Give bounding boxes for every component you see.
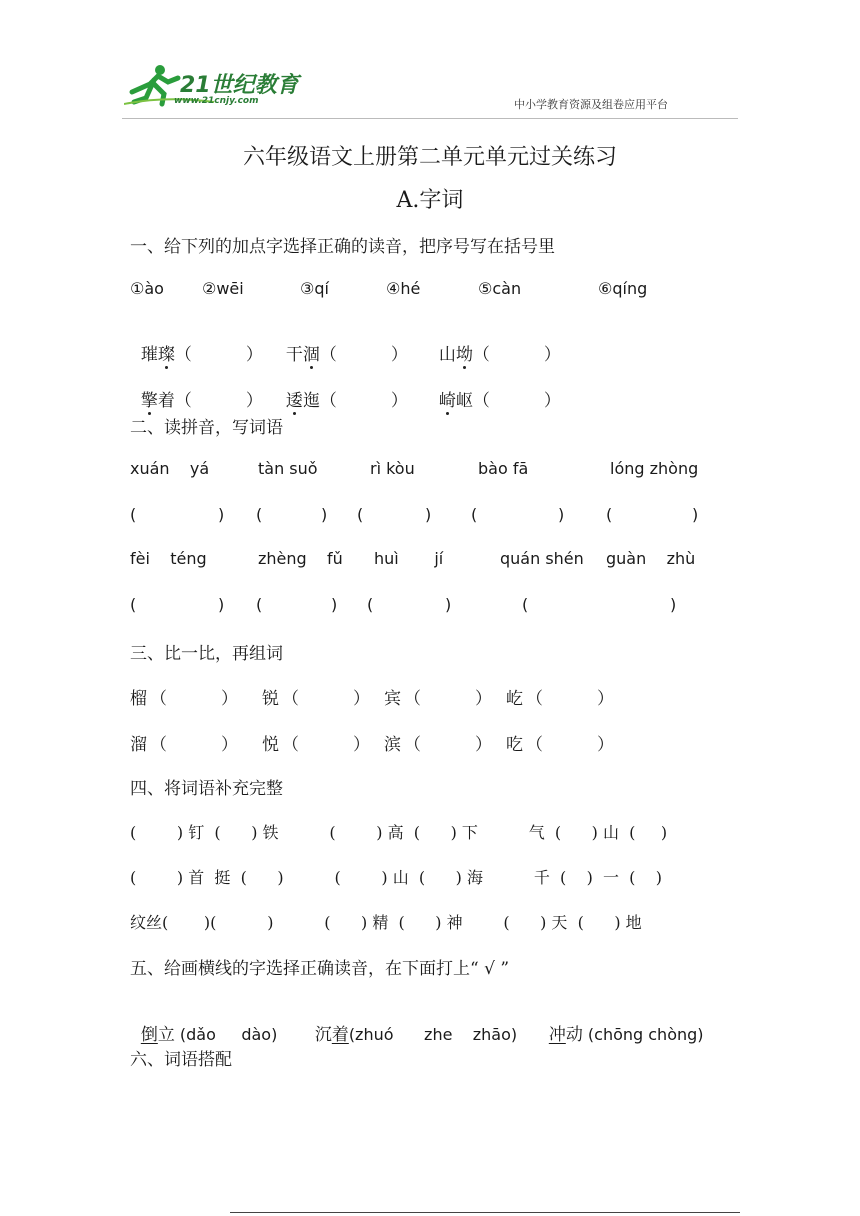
answer-blank: （ ） xyxy=(282,735,371,755)
option: ⑥qíng xyxy=(598,279,648,298)
paren-open: ( xyxy=(606,505,613,524)
pinyin-choices: (dǎo dào) xyxy=(174,1025,278,1044)
paren-open: ( xyxy=(256,595,263,614)
answer-blank: （ ） xyxy=(319,345,408,365)
platform-name: 中小学教育资源及组卷应用平台 xyxy=(514,98,668,111)
compare-char: 宾 xyxy=(384,689,401,709)
compare-char: 榴 xyxy=(130,689,147,709)
paren-close: ) xyxy=(321,505,328,524)
option: ④hé xyxy=(386,279,421,298)
paren-open: ( xyxy=(130,595,137,614)
section-4-heading: 四、将词语补充完整 xyxy=(130,779,283,799)
compare-char: 滨 xyxy=(384,735,401,755)
word-text: 山 xyxy=(438,345,456,365)
compare-char: 屹 xyxy=(506,689,523,709)
dotted-char: 璨 xyxy=(158,340,175,365)
underlined-char: 冲 xyxy=(548,1025,566,1045)
paren-close: ) xyxy=(692,505,699,524)
answer-blank: （ ） xyxy=(526,689,615,709)
logo-url: www.21cnjy.com xyxy=(174,96,259,106)
answer-blank: （ ） xyxy=(404,735,493,755)
option: ⑤càn xyxy=(478,279,522,298)
section-1-row-2-item-2 xyxy=(275,366,408,411)
option: ②wēi xyxy=(202,279,244,298)
pinyin-word: guàn zhù xyxy=(606,549,696,568)
answer-blank: （ ） xyxy=(174,391,263,411)
answer-blank: （ ） xyxy=(150,735,239,755)
answer-blank: （ ） xyxy=(526,735,615,755)
answer-blank: （ ） xyxy=(472,391,561,411)
paren-open: ( xyxy=(130,505,137,524)
pinyin-word: xuán yá xyxy=(130,459,210,478)
word-text: 着 xyxy=(157,391,175,411)
dotted-char: 崎 xyxy=(439,386,456,411)
pronunciation-row-item-2 xyxy=(304,1000,517,1045)
section-1-row-1-item-2 xyxy=(275,320,408,365)
dotted-char: 擎 xyxy=(141,386,158,411)
paren-open: ( xyxy=(357,505,364,524)
idiom-line-2: ( ) 首 挺 ( ) ( ) 山 ( ) 海 千 ( ) 一 ( ) xyxy=(130,868,663,887)
pinyin-word: lóng zhòng xyxy=(610,459,699,478)
page-subtitle: A.字词 xyxy=(396,188,464,213)
section-5-heading: 五、给画横线的字选择正确读音，在下面打上“ √ ” xyxy=(130,959,510,979)
page-title: 六年级语文上册第二单元单元过关练习 xyxy=(242,145,617,170)
underlined-char: 倒 xyxy=(140,1025,158,1045)
compare-char: 锐 xyxy=(262,689,279,709)
pronunciation-row-item-3 xyxy=(538,1000,704,1045)
paren-close: ) xyxy=(425,505,432,524)
logo-text: 21世纪教育 xyxy=(180,73,299,98)
paren-close: ) xyxy=(331,595,338,614)
word-text: 沉 xyxy=(314,1025,332,1045)
paren-close: ) xyxy=(218,505,225,524)
word-text: 动 xyxy=(565,1025,583,1045)
dotted-char: 涸 xyxy=(303,340,320,365)
word-text: 干 xyxy=(285,345,303,365)
section-2-heading: 二、读拼音，写词语 xyxy=(130,418,283,438)
answer-blank: （ ） xyxy=(472,345,561,365)
answer-blank: （ ） xyxy=(319,391,408,411)
compare-char: 溜 xyxy=(130,735,147,755)
pinyin-word: fèi téng xyxy=(130,549,207,568)
dotted-char: 逶 xyxy=(286,386,303,411)
pinyin-word: bào fā xyxy=(478,459,529,478)
answer-blank: （ ） xyxy=(404,689,493,709)
logo xyxy=(124,62,299,108)
word-text: 岖 xyxy=(455,391,473,411)
paren-open: ( xyxy=(471,505,478,524)
section-6-heading: 六、词语搭配 xyxy=(130,1050,232,1070)
paren-open: ( xyxy=(256,505,263,524)
word-text: 迤 xyxy=(302,391,320,411)
paren-close: ) xyxy=(558,505,565,524)
section-3-heading: 三、比一比，再组词 xyxy=(130,644,283,664)
compare-char: 吃 xyxy=(506,735,523,755)
paren-close: ) xyxy=(670,595,677,614)
idiom-line-3: 纹丝( )( ) ( ) 精 ( ) 神 ( ) 天 ( ) 地 xyxy=(130,913,642,932)
section-1-heading: 一、给下列的加点字选择正确的读音，把序号写在括号里 xyxy=(130,237,555,257)
word-text: 立 xyxy=(157,1025,175,1045)
pronunciation-row xyxy=(130,1000,277,1045)
section-1-row-1 xyxy=(130,320,263,365)
answer-blank: （ ） xyxy=(282,689,371,709)
compare-char: 悦 xyxy=(262,735,279,755)
pinyin-word: zhèng fǔ xyxy=(258,549,343,568)
idiom-line-1: ( ) 钉 ( ) 铁 ( ) 高 ( ) 下 气 ( ) 山 ( ) xyxy=(130,823,668,842)
answer-blank: （ ） xyxy=(150,689,239,709)
paren-open: ( xyxy=(367,595,374,614)
answer-blank: （ ） xyxy=(174,345,263,365)
paren-close: ) xyxy=(218,595,225,614)
pinyin-choices: (zhuó zhe zhāo) xyxy=(348,1025,518,1044)
section-1-row-2 xyxy=(130,366,263,411)
paren-open: ( xyxy=(522,595,529,614)
paren-close: ) xyxy=(445,595,452,614)
option: ①ào xyxy=(130,279,164,298)
section-1-row-1-item-3 xyxy=(428,320,561,365)
footer-divider xyxy=(230,1212,740,1213)
dotted-char: 坳 xyxy=(456,340,473,365)
pinyin-word: quán shén xyxy=(500,549,584,568)
word-text: 璀 xyxy=(140,345,158,365)
section-1-row-2-item-3 xyxy=(428,366,561,411)
pinyin-word: rì kòu xyxy=(370,459,415,478)
underlined-char: 着 xyxy=(331,1025,349,1045)
header-divider xyxy=(122,118,738,119)
pinyin-word: tàn suǒ xyxy=(258,459,318,478)
pinyin-choices: (chōng chòng) xyxy=(582,1025,704,1044)
pinyin-word: huì jí xyxy=(374,549,444,568)
option: ③qí xyxy=(300,279,329,298)
